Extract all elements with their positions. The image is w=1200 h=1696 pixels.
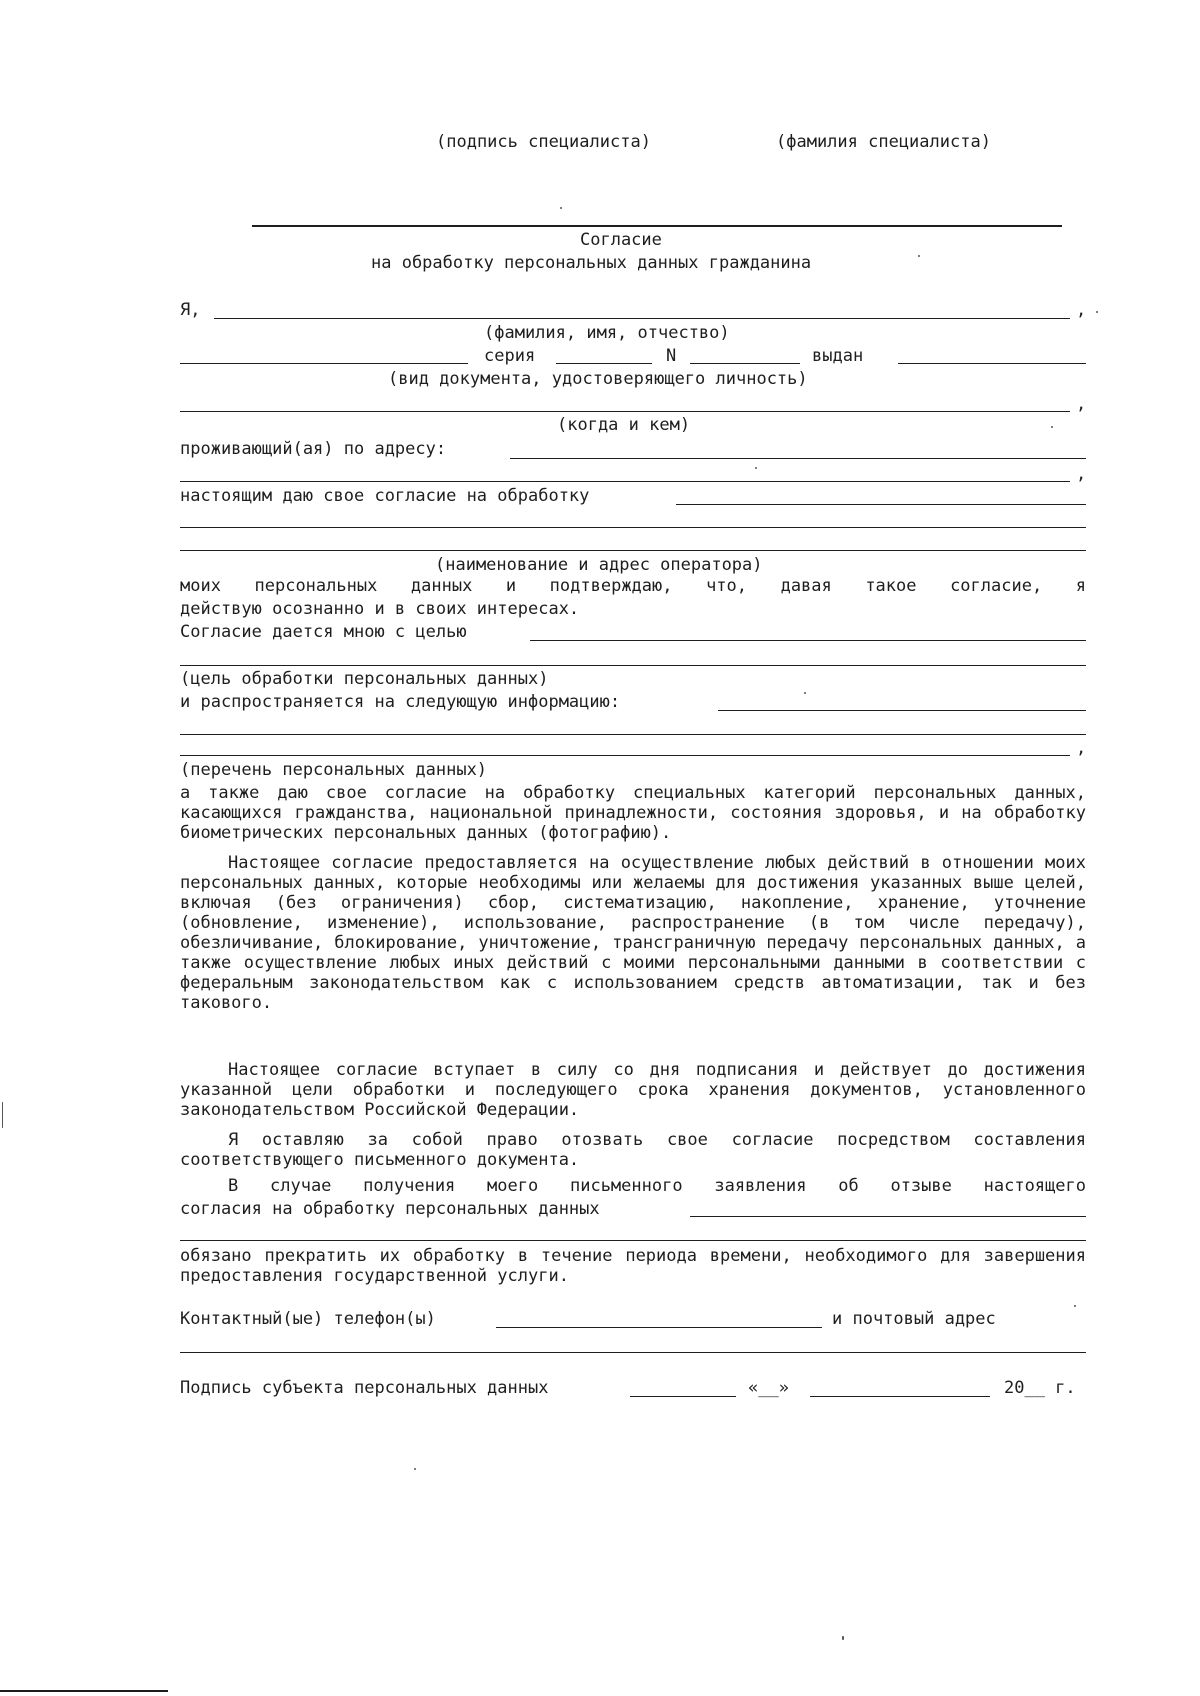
subject-signature-label: Подпись субъекта персональных данных — [180, 1378, 549, 1398]
address-label: проживающий(ая) по адресу: — [180, 439, 447, 459]
special-categories-paragraph: а также даю свое согласие на обработку специальных категорий персональных данных, касающихся гражданства, национальной принадлежности, состояния здоровья, и на обработку биометрических персональных данных (фотографию). — [180, 783, 1086, 843]
fio-caption: (фамилия, имя, отчество) — [484, 323, 730, 343]
purpose-line[interactable] — [530, 640, 1086, 641]
list-caption: (перечень персональных данных) — [180, 760, 488, 780]
issued-by-line[interactable] — [180, 411, 1070, 412]
fio-line[interactable] — [214, 318, 1070, 319]
purpose-line-2[interactable] — [180, 665, 1086, 666]
scan-speck — [755, 467, 757, 469]
scan-edge-mark — [2, 1102, 3, 1128]
info-line-2[interactable] — [180, 734, 1086, 735]
issued-label: выдан — [812, 346, 864, 366]
postal-label: и почтовый адрес — [832, 1309, 996, 1329]
operator-line-3[interactable] — [180, 550, 1086, 551]
consent-label: настоящим даю свое согласие на обработку — [180, 486, 590, 506]
scan-speck — [560, 207, 562, 209]
scan-edge-bottom — [0, 1690, 168, 1692]
operator-name-line[interactable] — [690, 1216, 1086, 1217]
scan-speck — [1051, 426, 1053, 428]
info-line[interactable] — [718, 710, 1086, 711]
revoke-paragraph: Я оставляю за собой право отозвать свое согласие посредством составления соответствующего письменного документа. — [180, 1130, 1086, 1170]
withdrawal-line-2: согласия на обработку персональных данных — [180, 1199, 600, 1219]
my-data-line-2: действую осознанно и в своих интересах. — [180, 599, 580, 619]
series-line[interactable] — [556, 363, 652, 364]
operator-line-2[interactable] — [180, 527, 1086, 528]
validity-paragraph: Настоящее согласие вступает в силу со дня подписания и действует до достижения указанной цели обработки и последующего срока хранения документов, установленного законодательством Российской Федерации. — [180, 1060, 1086, 1120]
i-label: Я, — [180, 300, 201, 320]
number-line[interactable] — [690, 363, 800, 364]
postal-address-line[interactable] — [180, 1352, 1086, 1353]
my-data-line-1: моих персональных данных и подтверждаю, что, давая такое согласие, я — [180, 576, 1086, 596]
subject-signature-line[interactable] — [630, 1396, 736, 1397]
comma: , — [1076, 464, 1087, 484]
scan-speck — [1074, 1305, 1076, 1307]
document-type-line[interactable] — [180, 363, 468, 364]
comma: , — [1076, 394, 1087, 414]
comma: , — [1076, 738, 1087, 758]
document-caption: (вид документа, удостоверяющего личность) — [388, 369, 808, 389]
scan-speck — [918, 255, 920, 257]
document-title: Согласие — [580, 230, 662, 250]
info-line-3[interactable] — [180, 755, 1070, 756]
address-line-2[interactable] — [180, 481, 1070, 482]
scan-speck — [414, 1468, 416, 1470]
date-day: «__» — [748, 1378, 789, 1398]
operator-name-line-2[interactable] — [180, 1240, 1086, 1241]
phone-line[interactable] — [496, 1327, 822, 1328]
series-label: серия — [484, 346, 536, 366]
operator-line[interactable] — [676, 504, 1086, 505]
actions-paragraph: Настоящее согласие предоставляется на осуществление любых действий в отношении моих персональных данных, которые необходимы или желаемы для достижения указанных выше целей, включая (без ограничения) сбор, систематизацию, накопление, хранение, уточнение (обновление, изменение), использование, распространение (в том числе передачу), обезличивание, блокирование, уничтожение, трансграничную передачу персональных данных, а также осуществление любых иных действий с моими персональными данными в соответствии с федеральным законодательством как с использованием средств автоматизации, так и без такового. — [180, 853, 1086, 1013]
date-month-line[interactable] — [810, 1396, 990, 1397]
document-subtitle: на обработку персональных данных гражданина — [371, 253, 812, 273]
specialist-surname-caption: (фамилия специалиста) — [776, 132, 991, 152]
obliged-paragraph: обязано прекратить их обработку в течение периода времени, необходимого для завершения предоставления государственной услуги. — [180, 1246, 1086, 1286]
comma: , — [1076, 300, 1087, 320]
purpose-caption: (цель обработки персональных данных) — [180, 669, 549, 689]
header-divider — [252, 225, 1062, 227]
issued-line[interactable] — [898, 363, 1086, 364]
number-label: N — [666, 346, 677, 366]
address-line[interactable] — [510, 458, 1086, 459]
scan-speck — [1096, 311, 1098, 313]
operator-caption: (наименование и адрес оператора) — [435, 555, 763, 575]
date-year: 20__ г. — [1004, 1378, 1076, 1398]
withdrawal-line-1: В случае получения моего письменного заявления об отзыве настоящего — [228, 1176, 1086, 1196]
phone-label: Контактный(ые) телефон(ы) — [180, 1309, 436, 1329]
specialist-signature-caption: (подпись специалиста) — [436, 132, 651, 152]
when-caption: (когда и кем) — [557, 415, 691, 435]
scan-speck — [804, 692, 806, 694]
scan-speck — [842, 1636, 844, 1640]
info-label: и распространяется на следующую информацию: — [180, 692, 621, 712]
purpose-label: Согласие дается мною с целью — [180, 622, 467, 642]
